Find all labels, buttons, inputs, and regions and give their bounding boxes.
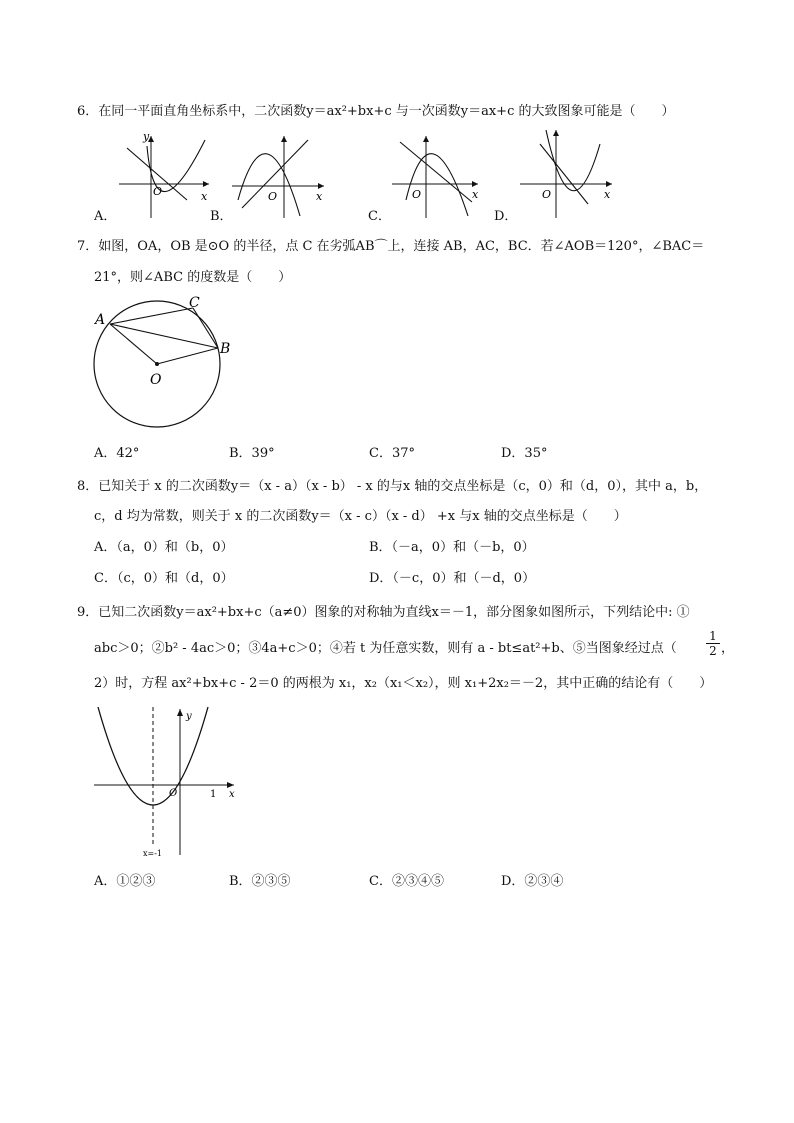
- q8-option-a[interactable]: A．（a，0）和（b，0）: [94, 540, 234, 555]
- q6-graph-a: [115, 130, 215, 220]
- q7-circle-figure: [90, 296, 240, 436]
- q8-stem-line2: c，d 均为常数，则关于 x 的二次函数y＝（x - c）（x - d） +x 与x 轴的交点坐标是（ ）: [94, 509, 627, 524]
- q6-option-c[interactable]: C．: [368, 209, 391, 224]
- q9-option-a[interactable]: A．①②③: [94, 874, 156, 889]
- q6b-x-label: x: [316, 190, 323, 203]
- q6d-origin: O: [542, 188, 552, 201]
- q7-option-c[interactable]: C．37°: [369, 446, 415, 461]
- q8-stem-line1: 8．已知关于 x 的二次函数y＝（x - a）（x - b） - x 的与x 轴的交点坐标是（c，0）和（d，0），其中 a，b，: [77, 479, 708, 494]
- q6-graph-c: [388, 130, 488, 220]
- q6-graph-b: [228, 130, 338, 220]
- q7-label-c: C: [189, 296, 200, 311]
- q9-fraction: [706, 629, 720, 658]
- q8-option-b[interactable]: B．（－a，0）和（－b，0）: [369, 540, 535, 555]
- q6b-origin: O: [268, 190, 278, 203]
- q7-option-d[interactable]: D．35°: [501, 446, 548, 461]
- q7-stem-line1: 7．如图，OA，OB 是⊙O 的半径，点 C 在劣弧AB⌒上，连接 AB，AC，BC．若∠AOB＝120°，∠BAC＝: [77, 239, 705, 254]
- q6a-x-label: x: [201, 190, 208, 203]
- q9-stem-line2: abc＞0；②b² - 4ac＞0；③4a+c＞0；④若 t 为任意实数，则有 a - bt≤at²+b、⑤当图象经过点（: [94, 641, 677, 656]
- q7-label-b: B: [220, 341, 231, 357]
- q8-option-c[interactable]: C．（c，0）和（d，0）: [94, 571, 234, 586]
- q6-option-d[interactable]: D．: [494, 209, 518, 224]
- q8-option-d[interactable]: D．（－c，0）和（－d，0）: [369, 571, 536, 586]
- q9-option-c[interactable]: C．②③④⑤: [369, 874, 444, 889]
- q9-parabola-graph: [90, 703, 240, 858]
- q9-tick-one: 1: [210, 789, 217, 800]
- q6-option-a[interactable]: A．: [94, 209, 117, 224]
- q6-option-b[interactable]: B．: [210, 209, 233, 224]
- q9-axis-of-symmetry-label: x=-1: [143, 849, 163, 858]
- q6-stem: 6．在同一平面直角坐标系中，二次函数y＝ax²+bx+c 与一次函数y＝ax+c 的大致图象可能是（ ）: [77, 104, 675, 119]
- q9-origin: O: [169, 788, 178, 799]
- q9-option-d[interactable]: D．②③④: [501, 874, 564, 889]
- q6a-y-label: y: [143, 130, 150, 143]
- q6c-origin: O: [412, 188, 422, 201]
- q9-option-b[interactable]: B．②③⑤: [229, 874, 291, 889]
- q7-label-a: A: [95, 312, 106, 328]
- q9-x-label: x: [229, 789, 235, 800]
- q7-stem-line2: 21°，则∠ABC 的度数是（ ）: [94, 270, 292, 285]
- q9-stem-line3: 2）时，方程 ax²+bx+c - 2＝0 的两根为 x₁，x₂（x₁＜x₂），则 x₁+2x₂＝－2，其中正确的结论有（ ）: [94, 676, 713, 691]
- q9-fraction-numerator: 1: [709, 629, 717, 643]
- q7-option-b[interactable]: B．39°: [229, 446, 275, 461]
- q9-fraction-denominator: 2: [706, 643, 720, 658]
- q6a-origin: O: [153, 185, 163, 198]
- q6-graph-d: [516, 126, 616, 220]
- q9-stem-line1: 9．已知二次函数y＝ax²+bx+c（a≠0）图象的对称轴为直线x＝－1，部分图象如图所示，下列结论中: ①: [77, 605, 690, 620]
- q6d-x-label: x: [604, 188, 611, 201]
- q9-fraction-tail: ，: [721, 641, 735, 656]
- q7-label-o: O: [150, 372, 162, 388]
- q7-option-a[interactable]: A．42°: [94, 446, 140, 461]
- q6c-x-label: x: [472, 188, 479, 201]
- q9-y-label: y: [186, 711, 192, 722]
